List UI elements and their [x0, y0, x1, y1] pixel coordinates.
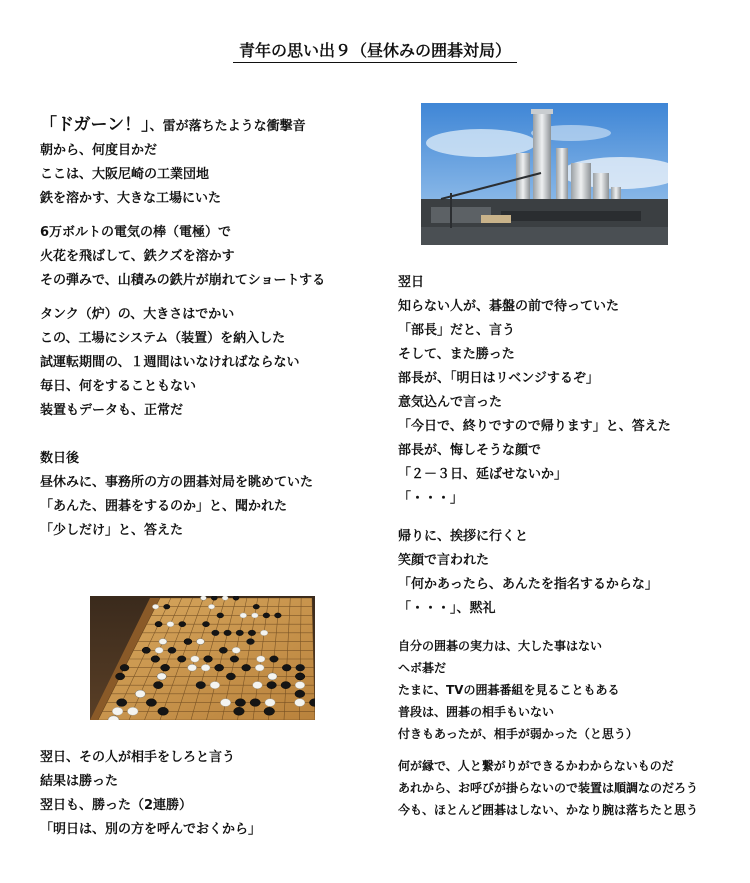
paragraph-lunch-go: [40, 447, 325, 543]
paragraph-skill: [398, 635, 698, 745]
paragraph-farewell: [398, 525, 698, 621]
text-line: 翌日、その人が相手をしろと言う: [40, 750, 236, 765]
text-line: 数日後: [40, 451, 80, 466]
text-line: ヘボ碁だ: [398, 661, 447, 675]
text-line: 、雷が落ちたような衝撃音: [149, 119, 306, 134]
text-line: 知らない人が、碁盤の前で待っていた: [398, 299, 620, 314]
text-line: 部長が、悔しそうな顔で: [398, 443, 542, 458]
text-line: 翌日も、勝った（2連勝）: [40, 798, 193, 813]
impact-sound: 「ドガーン！」: [40, 115, 150, 135]
text-line: 笑顔で言われた: [398, 553, 490, 568]
right-column: [398, 271, 698, 821]
text-line: その弾みで、山積みの鉄片が崩れてショートする: [40, 273, 326, 288]
text-line: 結果は勝った: [40, 774, 119, 789]
text-line: 「あんた、囲碁をするのか」と、聞かれた: [40, 499, 288, 514]
paragraph-wins: [40, 746, 261, 842]
text-line: あれから、お呼びが掛らないので装置は順調なのだろう: [398, 781, 699, 795]
text-line: 今も、ほとんど囲碁はしない、かなり腕は落ちたと思う: [398, 803, 699, 817]
paragraph-bucho: [398, 271, 698, 511]
go-board-photo: [90, 596, 315, 720]
text-line: 「明日は、別の方を呼んでおくから」: [40, 822, 262, 837]
factory-photo: [421, 103, 668, 245]
paragraph-reflection: [398, 755, 698, 821]
text-line: 意気込んで言った: [398, 395, 503, 410]
text-line: 部長が、「明日はリベンジするぞ」: [398, 371, 599, 386]
text-line: 鉄を溶かす、大きな工場にいた: [40, 191, 221, 206]
text-line: 何が縁で、人と繋がりができるかわからないものだ: [398, 759, 674, 773]
text-line: 「何かあったら、あんたを指名するからな」: [398, 577, 658, 592]
text-line: ここは、大阪尼崎の工業団地: [40, 167, 210, 182]
paragraph-impact: [40, 113, 325, 211]
text-line: 昼休みに、事務所の方の囲碁対局を眺めていた: [40, 475, 314, 490]
text-line: 試運転期間の、１週間はいなければならない: [40, 355, 300, 370]
paragraph-furnace: [40, 303, 325, 423]
left-column: [40, 113, 325, 543]
go-board-image: [90, 596, 315, 720]
text-line: 「部長」だと、言う: [398, 323, 516, 338]
factory-image: [421, 103, 668, 245]
text-line: 翌日: [398, 275, 425, 290]
text-line: 「２－３日、延ばせないか」: [398, 467, 568, 482]
text-line: 毎日、何をすることもない: [40, 379, 197, 394]
text-line: そして、また勝った: [398, 347, 515, 362]
text-line: 普段は、囲碁の相手もいない: [398, 705, 555, 719]
text-line: 朝から、何度目かだ: [40, 143, 158, 158]
paragraph-electrode: [40, 221, 325, 293]
left-column-bottom: [40, 746, 261, 842]
text-line: 付きもあったが、相手が弱かった（と思う）: [398, 727, 638, 741]
text-line: 「今日で、終りですので帰ります」と、答えた: [398, 419, 671, 434]
text-line: 自分の囲碁の実力は、大した事はない: [398, 639, 603, 653]
text-line: 火花を飛ばして、鉄クズを溶かす: [40, 249, 235, 264]
text-line: たまに、TVの囲碁番組を見ることもある: [398, 683, 620, 697]
text-line: 「・・・」: [398, 491, 464, 506]
text-line: タンク（炉）の、大きさはでかい: [40, 307, 235, 322]
text-line: 6万ボルトの電気の棒（電極）で: [40, 225, 232, 240]
text-line: 帰りに、挨拶に行くと: [398, 529, 529, 544]
text-line: 装置もデータも、正常だ: [40, 403, 184, 418]
text-line: この、工場にシステム（装置）を納入した: [40, 331, 286, 346]
page-title: 青年の思い出９（昼休みの囲碁対局）: [0, 38, 750, 61]
text-line: 「・・・」、黙礼: [398, 601, 496, 616]
text-line: 「少しだけ」と、答えた: [40, 523, 184, 538]
